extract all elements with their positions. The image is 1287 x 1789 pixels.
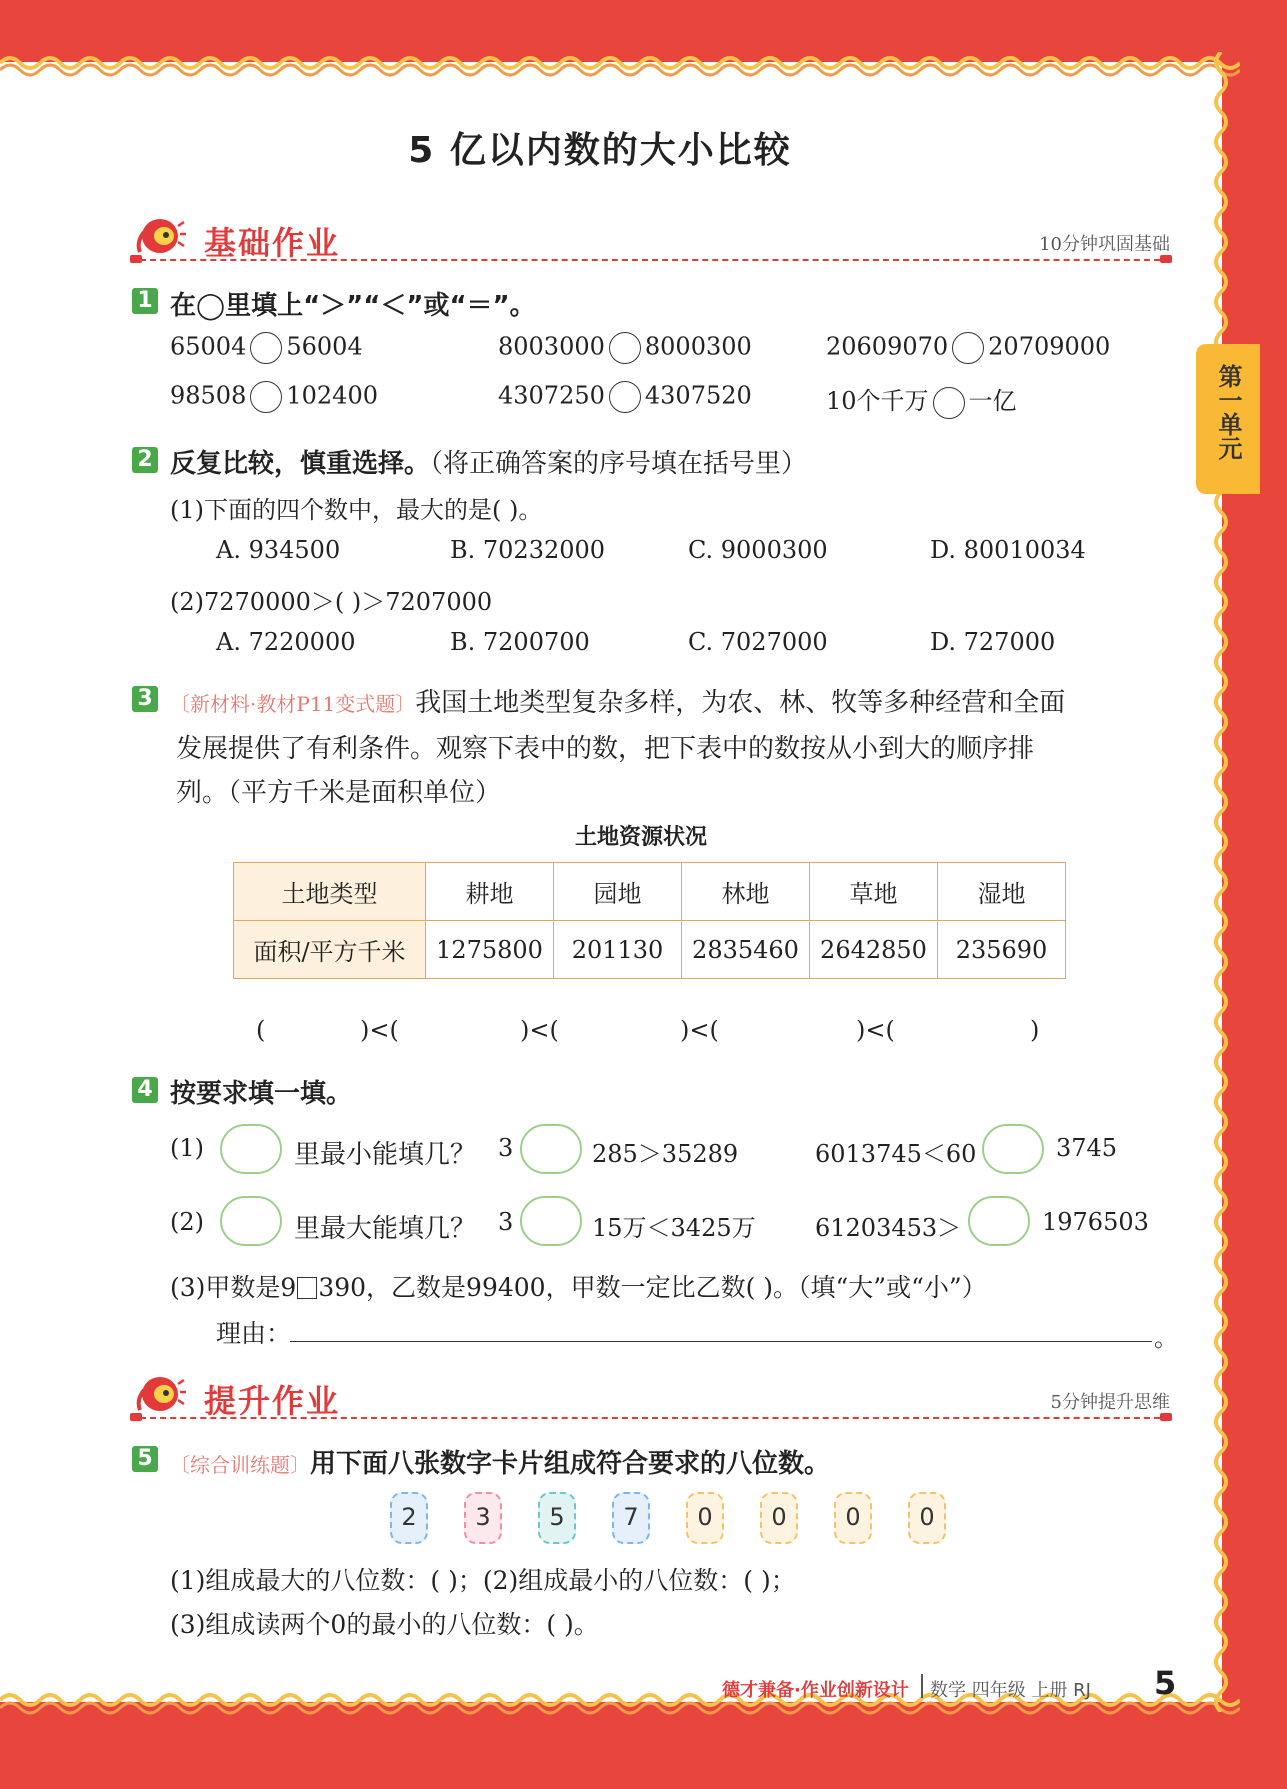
- q1-item-2: [498, 332, 752, 364]
- q2-sub2-option-c[interactable]: C. 7027000: [688, 628, 828, 656]
- q2-sub2-option-a[interactable]: A. 7220000: [216, 628, 356, 656]
- question-3-line-2: 发展提供了有利条件。观察下表中的数，把下表中的数按从小到大的顺序排: [176, 734, 1035, 764]
- q2-sub1-option-c[interactable]: C. 9000300: [688, 536, 828, 564]
- order-paren-4[interactable]: )<(: [680, 1016, 719, 1044]
- q4-s1-bubble: [220, 1124, 282, 1174]
- section-basic-header: [130, 212, 1170, 262]
- footer-subject: 数学 四年级 上册 RJ: [930, 1680, 1091, 1701]
- q4-s1-label: (1): [170, 1134, 204, 1162]
- question-2-hint: （将正确答案的序号填在括号里）: [430, 449, 808, 479]
- q1-item-2-right: 8000300: [644, 332, 752, 361]
- section-basic-note: 10分钟巩固基础: [1039, 234, 1170, 255]
- digit-card[interactable]: 0: [760, 1492, 798, 1544]
- q4-s1-text: 里最小能填几？: [294, 1140, 477, 1170]
- section-advanced-header: [130, 1370, 1170, 1420]
- order-paren-1: (: [256, 1016, 266, 1044]
- q1-item-3: [826, 332, 1110, 364]
- digit-card[interactable]: 0: [908, 1492, 946, 1544]
- page-title: 5 亿以内数的大小比较: [408, 130, 792, 171]
- q1-item-4-right: 102400: [286, 381, 378, 410]
- table-cell: 2835460: [682, 921, 810, 979]
- q1-item-2-left: 8003000: [498, 332, 605, 361]
- q4-s3: [170, 1268, 987, 1304]
- q1-item-1-circle[interactable]: [250, 332, 282, 364]
- wavy-border-top: [0, 48, 1240, 78]
- table-header-cell: 林地: [682, 863, 810, 921]
- digit-card[interactable]: 5: [538, 1492, 576, 1544]
- order-paren-5[interactable]: )<(: [856, 1016, 895, 1044]
- q5-sub3: (3)组成读两个0的最小的八位数：( )。: [170, 1610, 599, 1639]
- q4-s2-b-post: 1976503: [1042, 1208, 1149, 1236]
- q1-item-4: [170, 381, 378, 413]
- q4-s1-b-blank[interactable]: [982, 1124, 1044, 1174]
- question-1-prompt: 在◯里填上“＞”“＜”或“＝”。: [170, 291, 536, 321]
- q4-s2-a-pre: 3: [498, 1208, 514, 1236]
- q1-item-5-right: 4307520: [644, 381, 752, 410]
- q2-sub1-option-b[interactable]: B. 70232000: [450, 536, 606, 564]
- digit-card[interactable]: 0: [686, 1492, 724, 1544]
- q4-s1-b-post: 3745: [1056, 1134, 1118, 1162]
- q1-item-1: [170, 332, 363, 364]
- q1-item-6-right: 一亿: [968, 387, 1017, 415]
- q1-item-1-left: 65004: [170, 332, 247, 361]
- q1-item-4-left: 98508: [170, 381, 247, 410]
- digit-card[interactable]: 2: [390, 1492, 428, 1544]
- table-header-cell: 园地: [554, 863, 682, 921]
- q4-s1-a-pre: 3: [498, 1134, 514, 1162]
- q2-sub1: (1)下面的四个数中，最大的是( )。: [170, 496, 543, 524]
- page-number: 5: [1154, 1664, 1177, 1702]
- question-5-tag: 〔综合训练题〕: [170, 1453, 310, 1477]
- q1-item-5: [498, 381, 752, 413]
- table-title: 土地资源状况: [575, 825, 708, 850]
- question-3-tag: 〔新材料·教材P11变式题〕: [170, 692, 416, 716]
- q4-s3-post: 390，乙数是99400，甲数一定比乙数( )。（填“大”或“小”）: [318, 1273, 987, 1302]
- unit-side-tab: [1196, 344, 1260, 494]
- q2-sub1-option-a[interactable]: A. 934500: [216, 536, 341, 564]
- table-row: [234, 921, 1066, 979]
- q4-s1-b-pre: 6013745＜60: [815, 1140, 977, 1168]
- unit-side-tab-label: 第一单元: [1214, 364, 1242, 460]
- digit-box-icon: [297, 1277, 317, 1299]
- question-5-number: 5: [132, 1446, 158, 1472]
- q4-s2-b-blank[interactable]: [968, 1196, 1030, 1246]
- q1-item-1-right: 56004: [286, 332, 363, 361]
- q2-sub2-option-b[interactable]: B. 7200700: [450, 628, 590, 656]
- q4-s2-bubble: [220, 1196, 282, 1246]
- q1-item-3-left: 20609070: [826, 332, 949, 361]
- q4-s1-a-post: 285＞35289: [592, 1140, 739, 1168]
- question-2-number: 2: [132, 447, 158, 473]
- table-cell: 面积/平方千米: [234, 921, 426, 979]
- q1-item-4-circle[interactable]: [250, 381, 282, 413]
- q2-sub2: (2)7270000＞( )＞7207000: [170, 588, 493, 616]
- digit-card[interactable]: 7: [612, 1492, 650, 1544]
- section-basic-rule: [130, 259, 1170, 263]
- wavy-border-right: [1206, 52, 1236, 1712]
- question-2-prompt: 反复比较，慎重选择。: [170, 449, 431, 479]
- question-3-number: 3: [132, 686, 158, 712]
- question-3-line-1: [170, 682, 1065, 719]
- order-paren-3[interactable]: )<(: [520, 1016, 559, 1044]
- q1-item-5-left: 4307250: [498, 381, 605, 410]
- q2-sub1-option-d[interactable]: D. 80010034: [930, 536, 1086, 564]
- table-header-cell: 草地: [810, 863, 938, 921]
- table-cell: 1275800: [426, 921, 554, 979]
- q4-s2-text: 里最大能填几？: [294, 1214, 477, 1244]
- q4-s1-a-blank[interactable]: [520, 1124, 582, 1174]
- q1-item-6-left: 10个千万: [826, 387, 929, 415]
- order-paren-6[interactable]: ): [1030, 1016, 1040, 1044]
- q5-sub1-sub2: (1)组成最大的八位数：( )；(2)组成最小的八位数：( )；: [170, 1566, 796, 1595]
- table-header-cell: 耕地: [426, 863, 554, 921]
- reason-answer-line[interactable]: [290, 1341, 1152, 1342]
- question-1-number: 1: [132, 288, 158, 314]
- question-4-prompt: 按要求填一填。: [170, 1079, 353, 1109]
- table-header-row: [234, 863, 1066, 921]
- q4-s2-a-blank[interactable]: [520, 1196, 582, 1246]
- table-cell: 2642850: [810, 921, 938, 979]
- section-advanced-label: 提升作业: [204, 1382, 341, 1420]
- q1-item-3-right: 20709000: [988, 332, 1111, 361]
- digit-card[interactable]: 3: [464, 1492, 502, 1544]
- q4-s2-a-post: 15万＜3425万: [592, 1214, 756, 1242]
- question-2-prompt-line: [170, 443, 807, 480]
- digit-card[interactable]: 0: [834, 1492, 872, 1544]
- table-cell: 235690: [938, 921, 1066, 979]
- question-4-number: 4: [132, 1077, 158, 1103]
- section-advanced-note: 5分钟提升思维: [1050, 1392, 1170, 1413]
- question-5-line: [170, 1443, 830, 1480]
- table-cell: 201130: [554, 921, 682, 979]
- q4-s3-pre: (3)甲数是9: [170, 1273, 297, 1302]
- question-5-prompt: 用下面八张数字卡片组成符合要求的八位数。: [310, 1449, 831, 1479]
- land-resource-table: [233, 862, 1066, 979]
- q1-item-2-circle[interactable]: [609, 332, 641, 364]
- question-3-line-3: 列。（平方千米是面积单位）: [176, 778, 502, 808]
- q4-s2-b-pre: 61203453＞: [815, 1214, 962, 1242]
- q4-s3-end: 。: [1154, 1324, 1178, 1352]
- question-3-line-1-text: 我国土地类型复杂多样，为农、林、牧等多种经营和全面: [415, 688, 1066, 718]
- q4-s3-reason: 理由：: [216, 1319, 292, 1348]
- q1-item-3-circle[interactable]: [952, 332, 984, 364]
- order-paren-2[interactable]: )<(: [360, 1016, 399, 1044]
- footer-divider: [921, 1674, 923, 1698]
- q1-item-6-circle[interactable]: [933, 387, 965, 419]
- footer-brand: 德才兼备·作业创新设计: [722, 1680, 909, 1701]
- q1-item-5-circle[interactable]: [609, 381, 641, 413]
- section-basic-label: 基础作业: [204, 224, 341, 262]
- table-header-cell: 土地类型: [234, 863, 426, 921]
- q2-sub2-option-d[interactable]: D. 727000: [930, 628, 1056, 656]
- q1-item-6: [826, 381, 1017, 419]
- q4-s2-label: (2): [170, 1208, 204, 1236]
- table-header-cell: 湿地: [938, 863, 1066, 921]
- section-advanced-rule: [130, 1417, 1170, 1421]
